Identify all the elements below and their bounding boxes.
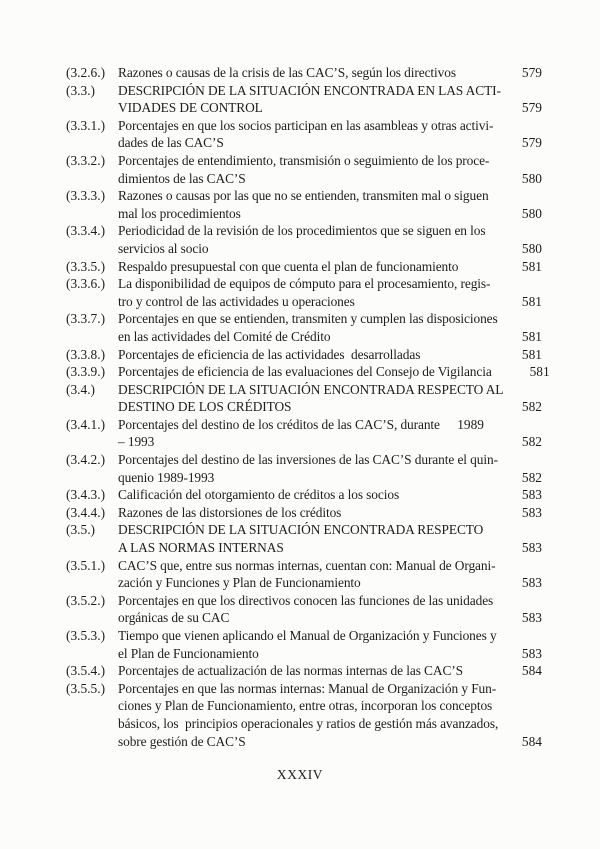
toc-line-page: 583 <box>521 540 542 556</box>
toc-entry <box>66 275 542 310</box>
toc-entry <box>66 64 542 82</box>
toc-entry-number: (3.3.8.) <box>66 346 106 362</box>
toc-entry-number: (3.3.) <box>66 82 96 98</box>
toc-entry <box>66 117 542 152</box>
toc-line-page: 581 <box>529 364 550 380</box>
toc-line <box>66 240 542 258</box>
toc-line-text: Porcentajes en que los directivos conocen las funciones de las unidades <box>118 592 494 608</box>
toc-line <box>66 433 542 451</box>
toc-line <box>66 627 542 645</box>
toc-entry <box>66 521 542 556</box>
toc-line <box>66 152 542 170</box>
toc-line-text: Porcentajes en que las normas internas: Manual de Organización y Fun- <box>118 680 497 696</box>
toc-line-text: mal los procedimientos <box>118 205 241 221</box>
toc-entry-number: (3.3.4.) <box>66 223 106 239</box>
toc-entry <box>66 416 542 451</box>
toc-entry <box>66 258 542 276</box>
toc-line <box>66 64 542 82</box>
toc-entry-number: (3.3.3.) <box>66 188 106 204</box>
toc-line-page: 584 <box>521 663 542 679</box>
toc-line <box>66 680 542 698</box>
toc-list <box>66 64 550 750</box>
toc-entry-number: (3.5.1.) <box>66 557 106 573</box>
toc-line-text: Razones o causas de la crisis de las CAC’S, según los directivos <box>118 65 456 80</box>
toc-entry-number: (3.3.9.) <box>66 364 106 380</box>
toc-line-text: zación y Funciones y Plan de Funcionamiento <box>118 575 361 591</box>
toc-line-text: servicios al socio <box>118 240 209 256</box>
toc-entry <box>66 662 542 680</box>
toc-line-text: Periodicidad de la revisión de los procedimientos que se siguen en los <box>118 223 486 239</box>
toc-line-page: 579 <box>521 100 542 116</box>
toc-line-page: 583 <box>521 575 542 591</box>
toc-line <box>66 310 542 328</box>
toc-line-text: DESTINO DE LOS CRÉDITOS <box>118 399 292 415</box>
toc-entry-number: (3.3.1.) <box>66 117 106 133</box>
toc-entry <box>66 451 542 486</box>
toc-line <box>66 574 542 592</box>
toc-line-page: 583 <box>521 487 542 503</box>
toc-line-text: Porcentajes en que se entienden, transmiten y cumplen las disposiciones <box>118 311 498 327</box>
toc-line <box>66 539 542 557</box>
toc-entry-number: (3.4.4.) <box>66 504 106 520</box>
toc-line-text: básicos, los principios operacionales y ratios de gestión más avanzados, <box>118 715 499 731</box>
toc-line-text: Porcentajes del destino de los créditos de las CAC’S, durante <box>118 416 440 432</box>
page-number-footer <box>0 767 600 783</box>
toc-line <box>66 381 542 399</box>
toc-entry <box>66 557 542 592</box>
toc-line-text: Porcentajes en que los socios participan en las asambleas y otras activi- <box>118 117 494 133</box>
toc-line <box>66 521 542 539</box>
toc-line-text: DESCRIPCIÓN DE LA SITUACIÓN ENCONTRADA EN LAS ACTI- <box>118 82 501 98</box>
toc-line <box>66 293 542 311</box>
toc-line-text: VIDADES DE CONTROL <box>118 100 263 116</box>
toc-entry <box>66 82 542 117</box>
toc-line-text: Porcentajes de entendimiento, transmisión o seguimiento de los proce- <box>118 152 490 168</box>
toc-entry-number: (3.5.4.) <box>66 663 106 679</box>
toc-line-text: Respaldo presupuestal con que cuenta el plan de funcionamiento <box>118 258 459 274</box>
toc-line-text: Razones o causas por las que no se entienden, transmiten mal o siguen <box>118 188 489 204</box>
page-number-label: XXXIV <box>276 767 324 782</box>
toc-line <box>66 363 550 381</box>
toc-line <box>66 609 542 627</box>
toc-line-page: 581 <box>521 346 542 362</box>
toc-line-page: 584 <box>521 733 542 749</box>
toc-line-text: CAC’S que, entre sus normas internas, cuentan con: Manual de Organi- <box>118 557 496 573</box>
toc-line-text: ciones y Plan de Funcionamiento, entre otras, incorporan los conceptos <box>118 698 493 714</box>
toc-line-text: Razones de las distorsiones de los créditos <box>118 504 342 520</box>
toc-line <box>66 328 542 346</box>
toc-entry-number: (3.3.2.) <box>66 152 106 168</box>
toc-line-page: 580 <box>521 240 542 256</box>
toc-line <box>66 117 542 135</box>
toc-line-text: dimientos de las CAC’S <box>118 170 246 186</box>
toc-line-text: A LAS NORMAS INTERNAS <box>118 540 284 556</box>
toc-line-page: 583 <box>521 610 542 626</box>
toc-line <box>66 486 542 504</box>
toc-line <box>66 697 542 715</box>
toc-entry <box>66 486 542 504</box>
toc-line-page: 583 <box>521 504 542 520</box>
toc-line <box>66 134 542 152</box>
toc-line-text: Porcentajes de eficiencia de las actividades desarrolladas <box>118 346 421 362</box>
toc-line-text: Porcentajes de actualización de las normas internas de las CAC’S <box>118 663 463 679</box>
toc-entry <box>66 592 542 627</box>
toc-line-page: 580 <box>521 205 542 221</box>
toc-line-text: sobre gestión de CAC’S <box>118 733 246 749</box>
toc-line-text: DESCRIPCIÓN DE LA SITUACIÓN ENCONTRADA RESPECTO <box>118 522 484 538</box>
toc-line <box>66 504 542 522</box>
toc-entry <box>66 152 542 187</box>
toc-line <box>66 662 542 680</box>
toc-line-text: orgánicas de su CAC <box>118 610 230 626</box>
toc-line-page: 582 <box>521 469 542 485</box>
toc-entry-number: (3.4.) <box>66 381 96 397</box>
toc-entry <box>66 363 550 381</box>
toc-line-text: quenio 1989-1993 <box>118 469 215 485</box>
toc-line <box>66 346 542 364</box>
toc-entry-number: (3.3.5.) <box>66 258 106 274</box>
toc-line <box>66 222 542 240</box>
toc-line-text: Porcentajes del destino de las inversiones de las CAC’S durante el quin- <box>118 452 498 468</box>
toc-line-text: Porcentajes de eficiencia de las evaluaciones del Consejo de Vigilancia <box>118 364 492 380</box>
toc-entry <box>66 504 542 522</box>
toc-line-page: 582 <box>521 399 542 415</box>
toc-entry-number: (3.4.2.) <box>66 452 106 468</box>
toc-line-page: 581 <box>521 258 542 274</box>
toc-line-text: – 1993 <box>118 434 155 450</box>
toc-entry <box>66 222 542 257</box>
toc-entry-number: (3.5.3.) <box>66 628 106 643</box>
toc-entry <box>66 310 542 345</box>
toc-line-text: dades de las CAC’S <box>118 135 224 151</box>
toc-line-page: 581 <box>521 328 542 344</box>
toc-line-page: 579 <box>521 65 542 80</box>
toc-line <box>66 170 542 188</box>
toc-line <box>66 398 542 416</box>
toc-entry-number: (3.3.6.) <box>66 276 106 292</box>
toc-line-text: tro y control de las actividades u operaciones <box>118 293 355 309</box>
toc-line-page: 583 <box>521 645 542 661</box>
toc-line-page: 580 <box>521 170 542 186</box>
toc-line <box>66 557 542 575</box>
toc-line-page: 581 <box>521 293 542 309</box>
toc-entry-number: (3.4.1.) <box>66 416 106 432</box>
toc-line-year: 1989 <box>457 416 484 432</box>
toc-line-page: 579 <box>521 135 542 151</box>
toc-line <box>66 99 542 117</box>
toc-line <box>66 645 542 663</box>
toc-entry <box>66 627 542 662</box>
toc-entry-number: (3.5.5.) <box>66 680 106 696</box>
toc-entry <box>66 680 542 750</box>
toc-entry-number: (3.3.7.) <box>66 311 106 327</box>
toc-entry <box>66 187 542 222</box>
toc-line-page: 582 <box>521 434 542 450</box>
toc-entry <box>66 381 542 416</box>
toc-line <box>66 592 542 610</box>
toc-entry-number: (3.5.) <box>66 522 96 538</box>
toc-entry-number: (3.2.6.) <box>66 65 106 80</box>
toc-line <box>66 733 542 751</box>
toc-line <box>66 82 542 100</box>
toc-entry-number: (3.4.3.) <box>66 487 106 503</box>
toc-line <box>66 715 542 733</box>
toc-line <box>66 187 542 205</box>
toc-line <box>66 469 542 487</box>
toc-line <box>66 275 542 293</box>
toc-line-text: La disponibilidad de equipos de cómputo para el procesamiento, regis- <box>118 276 491 292</box>
toc-entry <box>66 346 542 364</box>
toc-line <box>66 205 542 223</box>
toc-line-text: Tiempo que vienen aplicando el Manual de Organización y Funciones y <box>118 628 497 643</box>
toc-entry-number: (3.5.2.) <box>66 592 106 608</box>
toc-line-text: Calificación del otorgamiento de créditos a los socios <box>118 487 400 503</box>
toc-line <box>66 451 542 469</box>
toc-line-text: DESCRIPCIÓN DE LA SITUACIÓN ENCONTRADA RESPECTO AL <box>118 381 504 397</box>
toc-line-text: en las actividades del Comité de Crédito <box>118 328 331 344</box>
toc-line <box>66 416 542 434</box>
toc-line <box>66 258 542 276</box>
toc-line-text: el Plan de Funcionamiento <box>118 645 259 661</box>
